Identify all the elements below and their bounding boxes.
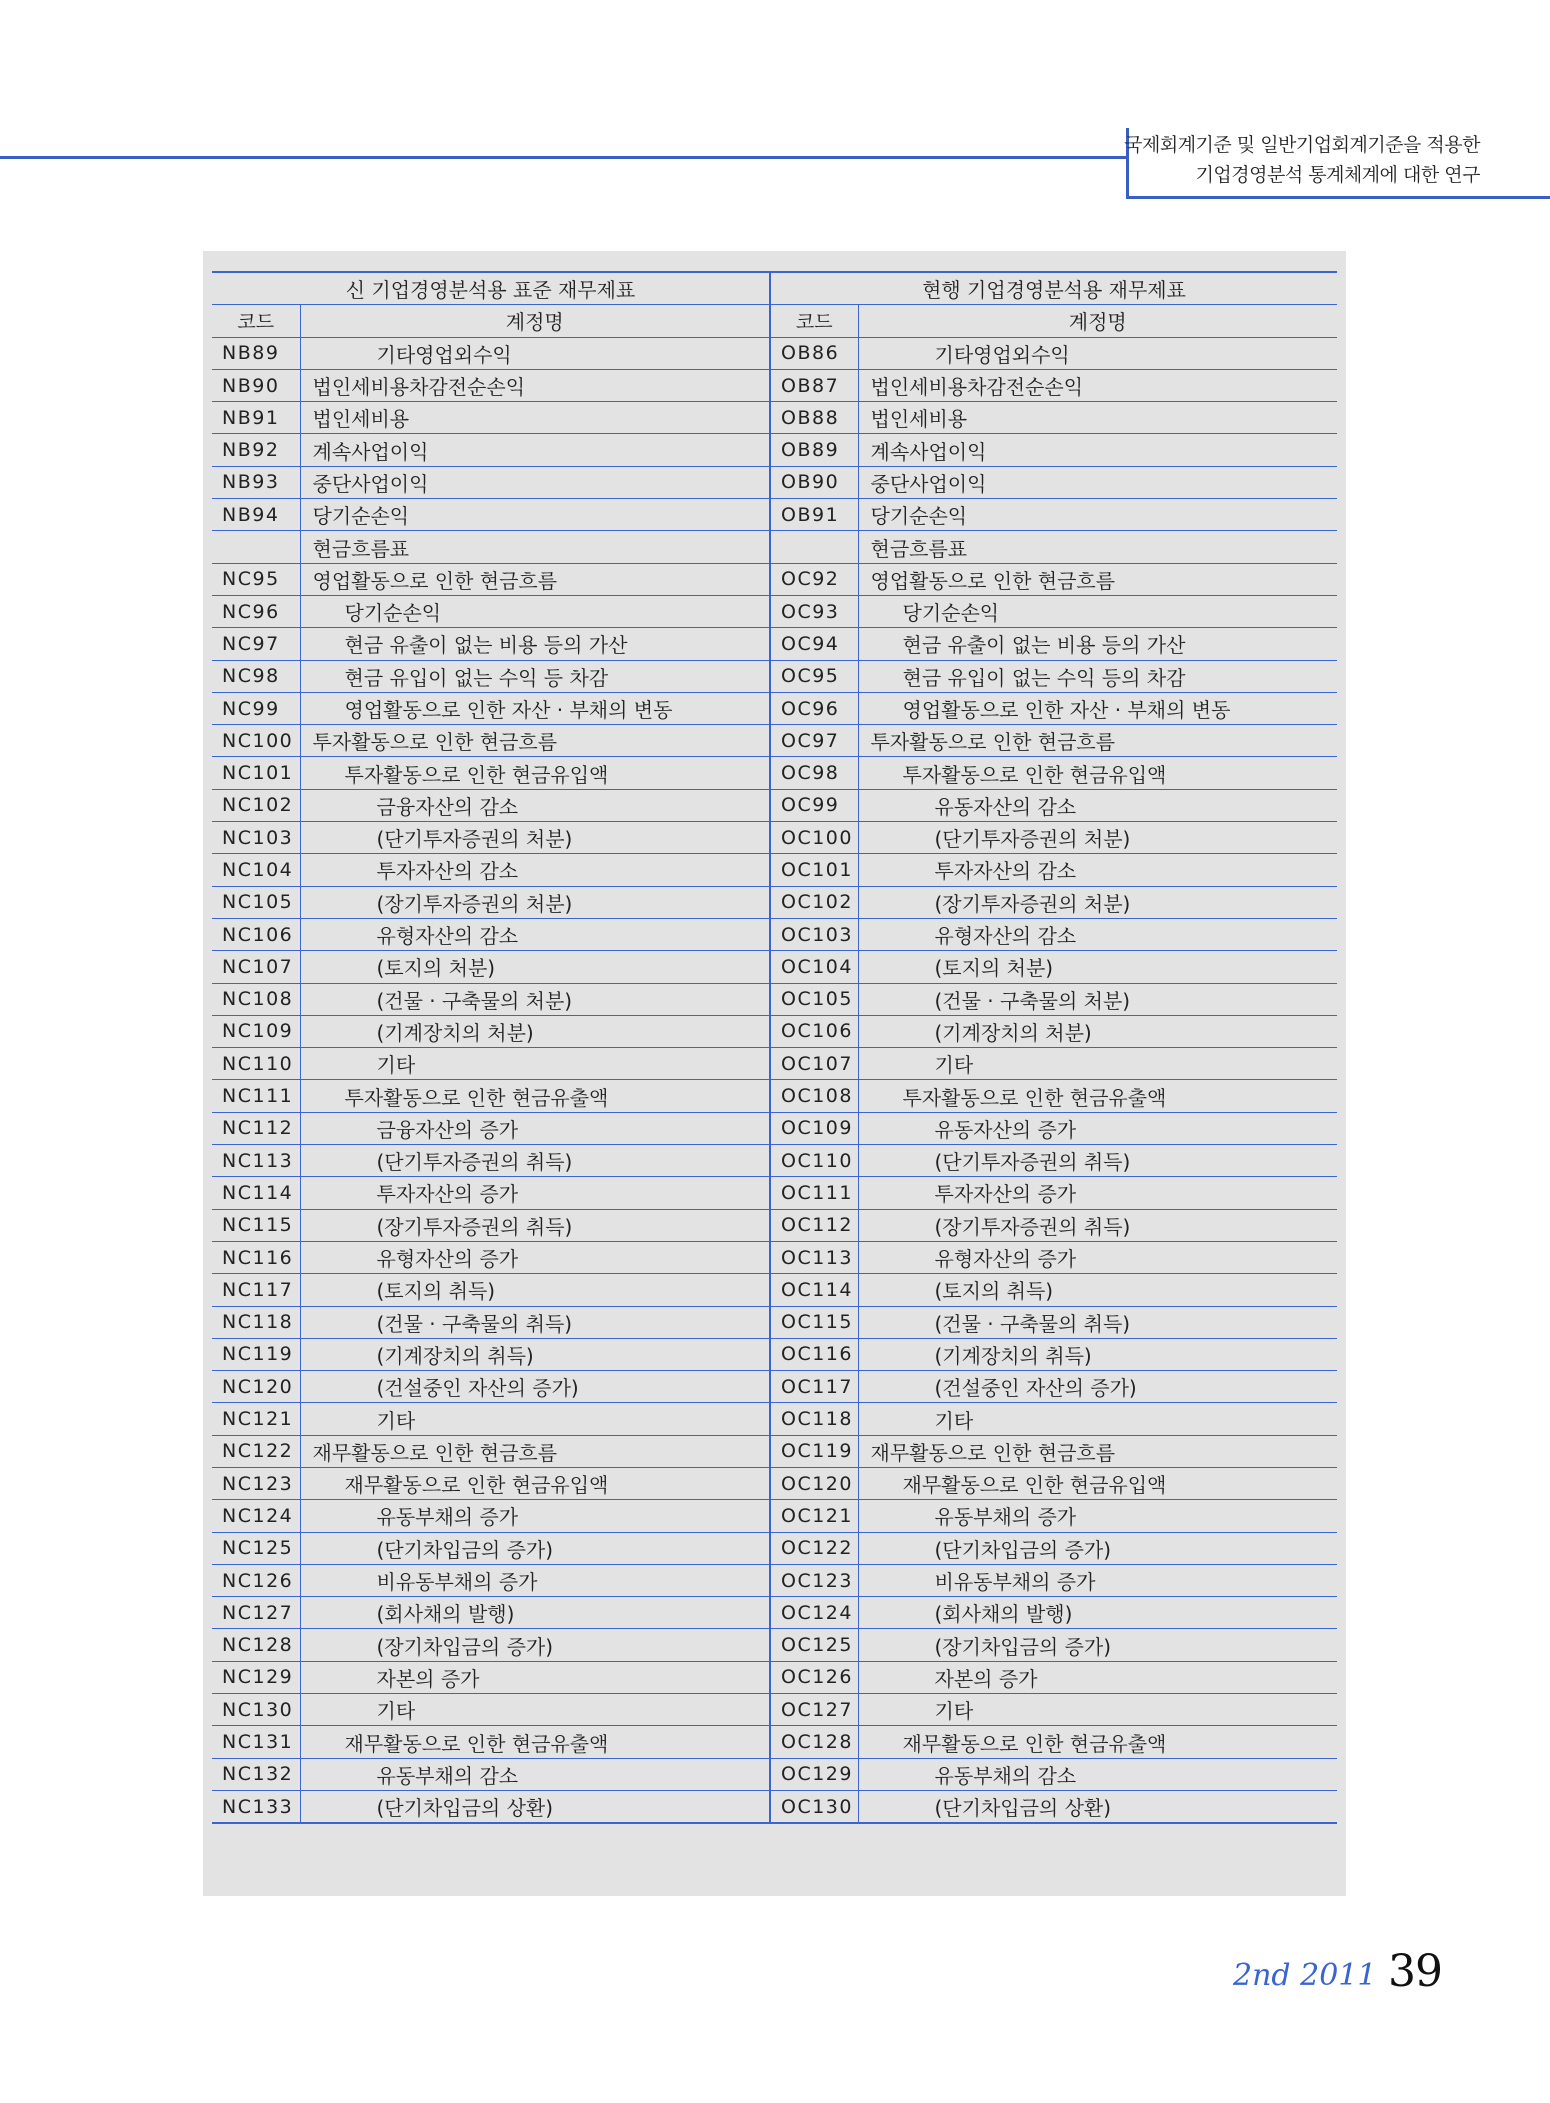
table-group-header (212, 272, 1337, 305)
table-row (212, 1597, 1337, 1629)
cell-code-right: OC92 (770, 563, 858, 595)
cell-name-left: 유형자산의 증가 (300, 1241, 770, 1273)
table-row (212, 1403, 1337, 1435)
running-header-line2: 기업경영분석 통계체계에 대한 연구 (1195, 164, 1480, 186)
col-header-code-right: 코드 (770, 305, 858, 337)
table-row (212, 1274, 1337, 1306)
cell-name-left: 재무활동으로 인한 현금흐름 (300, 1435, 770, 1467)
cell-code-left: NC120 (212, 1371, 300, 1403)
account-mapping-table (212, 271, 1337, 1824)
cell-name-left: 법인세비용 (300, 402, 770, 434)
cell-name-right: 투자자산의 증가 (858, 1177, 1337, 1209)
cell-name-left: 법인세비용차감전순손익 (300, 369, 770, 401)
cell-name-left: (장기차입금의 증가) (300, 1629, 770, 1661)
cell-code-right: OC119 (770, 1435, 858, 1467)
cell-name-left: (토지의 취득) (300, 1274, 770, 1306)
cell-name-left: 투자활동으로 인한 현금유출액 (300, 1080, 770, 1112)
cell-code-left: NC101 (212, 757, 300, 789)
cell-name-left: 계속사업이익 (300, 434, 770, 466)
table-row (212, 1790, 1337, 1823)
cell-name-left: 당기순손익 (300, 595, 770, 627)
cell-code-right (770, 531, 858, 563)
cell-code-left: NC109 (212, 1015, 300, 1047)
cell-name-right: 당기순손익 (858, 595, 1337, 627)
table-row (212, 1500, 1337, 1532)
cell-code-right: OC97 (770, 725, 858, 757)
table-row (212, 402, 1337, 434)
cell-code-right: OC96 (770, 692, 858, 724)
col-header-code-left: 코드 (212, 305, 300, 337)
cell-name-right: 재무활동으로 인한 현금유입액 (858, 1467, 1337, 1499)
cell-name-left: 자본의 증가 (300, 1661, 770, 1693)
cell-name-left: 재무활동으로 인한 현금유출액 (300, 1726, 770, 1758)
cell-name-left: 현금 유입이 없는 수익 등 차감 (300, 660, 770, 692)
cell-code-right: OC104 (770, 951, 858, 983)
table-row (212, 1048, 1337, 1080)
cell-code-left: NC96 (212, 595, 300, 627)
table-row (212, 466, 1337, 498)
table-row (212, 1532, 1337, 1564)
cell-code-right: OC111 (770, 1177, 858, 1209)
cell-name-right: 중단사업이익 (858, 466, 1337, 498)
cell-code-left: NB93 (212, 466, 300, 498)
cell-code-left: NC114 (212, 1177, 300, 1209)
cell-name-right: (단기차입금의 상환) (858, 1790, 1337, 1823)
cell-code-right: OC113 (770, 1241, 858, 1273)
table-row (212, 660, 1337, 692)
cell-name-left: 기타 (300, 1403, 770, 1435)
cell-code-left: NC100 (212, 725, 300, 757)
cell-code-left: NB90 (212, 369, 300, 401)
cell-name-right: 기타 (858, 1048, 1337, 1080)
cell-code-left: NC105 (212, 886, 300, 918)
cell-code-right: OC93 (770, 595, 858, 627)
cell-code-left: NC112 (212, 1112, 300, 1144)
cell-name-right: 현금 유입이 없는 수익 등의 차감 (858, 660, 1337, 692)
cell-code-right: OC112 (770, 1209, 858, 1241)
issue-label: 2nd 2011 (1233, 1958, 1377, 1993)
table-row (212, 789, 1337, 821)
table-row (212, 1435, 1337, 1467)
cell-code-left: NC116 (212, 1241, 300, 1273)
cell-name-left: 중단사업이익 (300, 466, 770, 498)
table-row (212, 983, 1337, 1015)
cell-code-right: OC94 (770, 628, 858, 660)
col-header-name-right: 계정명 (858, 305, 1337, 337)
cell-name-left: (회사채의 발행) (300, 1597, 770, 1629)
col-header-name-left: 계정명 (300, 305, 770, 337)
table-row (212, 434, 1337, 466)
cell-name-left: 투자활동으로 인한 현금흐름 (300, 725, 770, 757)
cell-code-left: NC119 (212, 1338, 300, 1370)
table-row (212, 1564, 1337, 1596)
cell-code-left: NC121 (212, 1403, 300, 1435)
cell-code-left: NC110 (212, 1048, 300, 1080)
cell-code-right: OC124 (770, 1597, 858, 1629)
cell-code-left: NC99 (212, 692, 300, 724)
cell-name-right: 유형자산의 증가 (858, 1241, 1337, 1273)
running-header-line1: 국제회계기준 및 일반기업회계기준을 적용한 (1124, 134, 1480, 156)
cell-name-right: 투자활동으로 인한 현금유출액 (858, 1080, 1337, 1112)
cell-code-right: OC95 (770, 660, 858, 692)
page-number: 39 (1388, 1946, 1442, 1997)
cell-name-right: 투자활동으로 인한 현금흐름 (858, 725, 1337, 757)
table-row (212, 918, 1337, 950)
cell-name-right: 투자자산의 감소 (858, 854, 1337, 886)
group-header-new: 신 기업경영분석용 표준 재무제표 (212, 272, 770, 305)
cell-name-right: 자본의 증가 (858, 1661, 1337, 1693)
cell-name-left: 유형자산의 감소 (300, 918, 770, 950)
cell-name-right: 법인세비용 (858, 402, 1337, 434)
table-row (212, 854, 1337, 886)
cell-code-right: OB88 (770, 402, 858, 434)
cell-name-left: (단기투자증권의 취득) (300, 1145, 770, 1177)
cell-name-right: (건물 · 구축물의 처분) (858, 983, 1337, 1015)
cell-code-left (212, 531, 300, 563)
cell-code-right: OC130 (770, 1790, 858, 1823)
table-row (212, 1338, 1337, 1370)
cell-code-left: NC107 (212, 951, 300, 983)
cell-code-left: NC130 (212, 1694, 300, 1726)
cell-name-right: 유형자산의 감소 (858, 918, 1337, 950)
cell-code-left: NC117 (212, 1274, 300, 1306)
cell-name-left: (단기투자증권의 처분) (300, 822, 770, 854)
cell-name-left: (기계장치의 취득) (300, 1338, 770, 1370)
cell-name-right: 영업활동으로 인한 현금흐름 (858, 563, 1337, 595)
cell-name-left: 금융자산의 증가 (300, 1112, 770, 1144)
cell-code-left: NC133 (212, 1790, 300, 1823)
cell-code-right: OC118 (770, 1403, 858, 1435)
cell-code-right: OC126 (770, 1661, 858, 1693)
cell-name-right: (기계장치의 취득) (858, 1338, 1337, 1370)
table-column-header (212, 305, 1337, 337)
cell-name-left: (단기차입금의 상환) (300, 1790, 770, 1823)
header-underline (1126, 196, 1550, 199)
cell-code-left: NC127 (212, 1597, 300, 1629)
cell-name-right: 계속사업이익 (858, 434, 1337, 466)
cell-name-right: (단기차입금의 증가) (858, 1532, 1337, 1564)
cell-code-left: NC122 (212, 1435, 300, 1467)
cell-code-right: OC122 (770, 1532, 858, 1564)
table-row (212, 1758, 1337, 1790)
cell-name-right: 유동부채의 증가 (858, 1500, 1337, 1532)
cell-code-left: NC118 (212, 1306, 300, 1338)
cell-name-left: (건물 · 구축물의 취득) (300, 1306, 770, 1338)
cell-name-right: (건설중인 자산의 증가) (858, 1371, 1337, 1403)
cell-name-left: 기타영업외수익 (300, 337, 770, 369)
cell-name-left: 재무활동으로 인한 현금유입액 (300, 1467, 770, 1499)
cell-code-left: NC123 (212, 1467, 300, 1499)
table-row (212, 1661, 1337, 1693)
cell-name-right: (장기투자증권의 처분) (858, 886, 1337, 918)
cell-name-right: 기타영업외수익 (858, 337, 1337, 369)
cell-name-right: (토지의 취득) (858, 1274, 1337, 1306)
cell-code-left: NC95 (212, 563, 300, 595)
cell-name-right: 비유동부채의 증가 (858, 1564, 1337, 1596)
table-row (212, 1177, 1337, 1209)
cell-name-left: 투자활동으로 인한 현금유입액 (300, 757, 770, 789)
cell-code-right: OB86 (770, 337, 858, 369)
cell-name-left: 유동부채의 감소 (300, 1758, 770, 1790)
cell-name-right: 당기순손익 (858, 499, 1337, 531)
cell-code-right: OC117 (770, 1371, 858, 1403)
cell-name-right: (기계장치의 처분) (858, 1015, 1337, 1047)
cell-code-right: OC101 (770, 854, 858, 886)
cell-code-right: OB89 (770, 434, 858, 466)
cell-code-left: NC108 (212, 983, 300, 1015)
table-row (212, 1371, 1337, 1403)
cell-name-right: 현금흐름표 (858, 531, 1337, 563)
cell-code-right: OC115 (770, 1306, 858, 1338)
table-row (212, 822, 1337, 854)
cell-code-right: OC100 (770, 822, 858, 854)
table-row (212, 1726, 1337, 1758)
cell-code-right: OC129 (770, 1758, 858, 1790)
table-row (212, 1629, 1337, 1661)
cell-code-right: OC99 (770, 789, 858, 821)
cell-name-left: (기계장치의 처분) (300, 1015, 770, 1047)
cell-name-left: (장기투자증권의 처분) (300, 886, 770, 918)
cell-name-left: 투자자산의 증가 (300, 1177, 770, 1209)
cell-name-left: (장기투자증권의 취득) (300, 1209, 770, 1241)
cell-code-left: NB91 (212, 402, 300, 434)
cell-code-left: NC102 (212, 789, 300, 821)
cell-name-left: 기타 (300, 1048, 770, 1080)
cell-code-right: OC98 (770, 757, 858, 789)
cell-name-left: 영업활동으로 인한 현금흐름 (300, 563, 770, 595)
cell-name-left: 현금 유출이 없는 비용 등의 가산 (300, 628, 770, 660)
table-row (212, 1112, 1337, 1144)
cell-name-right: (단기투자증권의 처분) (858, 822, 1337, 854)
cell-name-right: 법인세비용차감전순손익 (858, 369, 1337, 401)
table-row (212, 563, 1337, 595)
cell-code-left: NC103 (212, 822, 300, 854)
cell-code-left: NC97 (212, 628, 300, 660)
table-row (212, 1694, 1337, 1726)
cell-name-right: (단기투자증권의 취득) (858, 1145, 1337, 1177)
cell-code-left: NB89 (212, 337, 300, 369)
cell-code-right: OC116 (770, 1338, 858, 1370)
cell-code-left: NC129 (212, 1661, 300, 1693)
table-row (212, 692, 1337, 724)
cell-code-right: OC107 (770, 1048, 858, 1080)
cell-code-right: OC125 (770, 1629, 858, 1661)
table-row (212, 628, 1337, 660)
cell-code-right: OB87 (770, 369, 858, 401)
cell-name-right: 유동자산의 증가 (858, 1112, 1337, 1144)
table-row (212, 1015, 1337, 1047)
cell-code-right: OC120 (770, 1467, 858, 1499)
cell-name-right: (장기투자증권의 취득) (858, 1209, 1337, 1241)
cell-code-left: NC125 (212, 1532, 300, 1564)
table-row (212, 1467, 1337, 1499)
cell-name-left: 당기순손익 (300, 499, 770, 531)
cell-code-right: OC102 (770, 886, 858, 918)
cell-name-left: 영업활동으로 인한 자산 · 부채의 변동 (300, 692, 770, 724)
cell-name-left: 현금흐름표 (300, 531, 770, 563)
cell-name-left: 유동부채의 증가 (300, 1500, 770, 1532)
table-row (212, 1080, 1337, 1112)
cell-code-left: NB94 (212, 499, 300, 531)
cell-name-left: (단기차입금의 증가) (300, 1532, 770, 1564)
header-rule (0, 156, 1128, 159)
cell-code-right: OC123 (770, 1564, 858, 1596)
cell-code-right: OC103 (770, 918, 858, 950)
cell-name-right: 유동자산의 감소 (858, 789, 1337, 821)
cell-name-right: 투자활동으로 인한 현금유입액 (858, 757, 1337, 789)
table-row (212, 337, 1337, 369)
cell-name-right: (건물 · 구축물의 취득) (858, 1306, 1337, 1338)
cell-code-right: OC106 (770, 1015, 858, 1047)
cell-name-right: (토지의 처분) (858, 951, 1337, 983)
table-row (212, 1306, 1337, 1338)
cell-code-right: OB91 (770, 499, 858, 531)
table-row (212, 369, 1337, 401)
cell-code-left: NC104 (212, 854, 300, 886)
cell-name-right: 현금 유출이 없는 비용 등의 가산 (858, 628, 1337, 660)
cell-name-right: (회사채의 발행) (858, 1597, 1337, 1629)
cell-name-left: 투자자산의 감소 (300, 854, 770, 886)
cell-code-right: OC110 (770, 1145, 858, 1177)
table-row (212, 1145, 1337, 1177)
cell-name-right: (장기차입금의 증가) (858, 1629, 1337, 1661)
cell-code-left: NC126 (212, 1564, 300, 1596)
table-row (212, 499, 1337, 531)
cell-name-left: (건설중인 자산의 증가) (300, 1371, 770, 1403)
cell-name-right: 기타 (858, 1694, 1337, 1726)
cell-name-right: 기타 (858, 1403, 1337, 1435)
cell-code-left: NC132 (212, 1758, 300, 1790)
table-row (212, 531, 1337, 563)
cell-code-right: OC127 (770, 1694, 858, 1726)
cell-code-right: OC114 (770, 1274, 858, 1306)
cell-code-left: NB92 (212, 434, 300, 466)
cell-name-left: 금융자산의 감소 (300, 789, 770, 821)
cell-code-right: OB90 (770, 466, 858, 498)
cell-code-right: OC128 (770, 1726, 858, 1758)
table-row (212, 1241, 1337, 1273)
cell-name-right: 재무활동으로 인한 현금유출액 (858, 1726, 1337, 1758)
cell-code-left: NC124 (212, 1500, 300, 1532)
cell-code-left: NC131 (212, 1726, 300, 1758)
cell-name-right: 영업활동으로 인한 자산 · 부채의 변동 (858, 692, 1337, 724)
cell-name-left: (건물 · 구축물의 처분) (300, 983, 770, 1015)
running-header (1124, 130, 1480, 190)
cell-code-right: OC105 (770, 983, 858, 1015)
cell-code-left: NC113 (212, 1145, 300, 1177)
cell-code-left: NC115 (212, 1209, 300, 1241)
table-row (212, 595, 1337, 627)
cell-code-right: OC109 (770, 1112, 858, 1144)
table-row (212, 757, 1337, 789)
cell-code-left: NC111 (212, 1080, 300, 1112)
table-row (212, 886, 1337, 918)
cell-code-right: OC121 (770, 1500, 858, 1532)
cell-code-left: NC128 (212, 1629, 300, 1661)
table-row (212, 725, 1337, 757)
table-row (212, 1209, 1337, 1241)
cell-name-left: 비유동부채의 증가 (300, 1564, 770, 1596)
table-row (212, 951, 1337, 983)
cell-name-left: (토지의 처분) (300, 951, 770, 983)
group-header-current: 현행 기업경영분석용 재무제표 (770, 272, 1337, 305)
cell-name-right: 재무활동으로 인한 현금흐름 (858, 1435, 1337, 1467)
cell-code-right: OC108 (770, 1080, 858, 1112)
cell-code-left: NC106 (212, 918, 300, 950)
cell-code-left: NC98 (212, 660, 300, 692)
cell-name-left: 기타 (300, 1694, 770, 1726)
cell-name-right: 유동부채의 감소 (858, 1758, 1337, 1790)
